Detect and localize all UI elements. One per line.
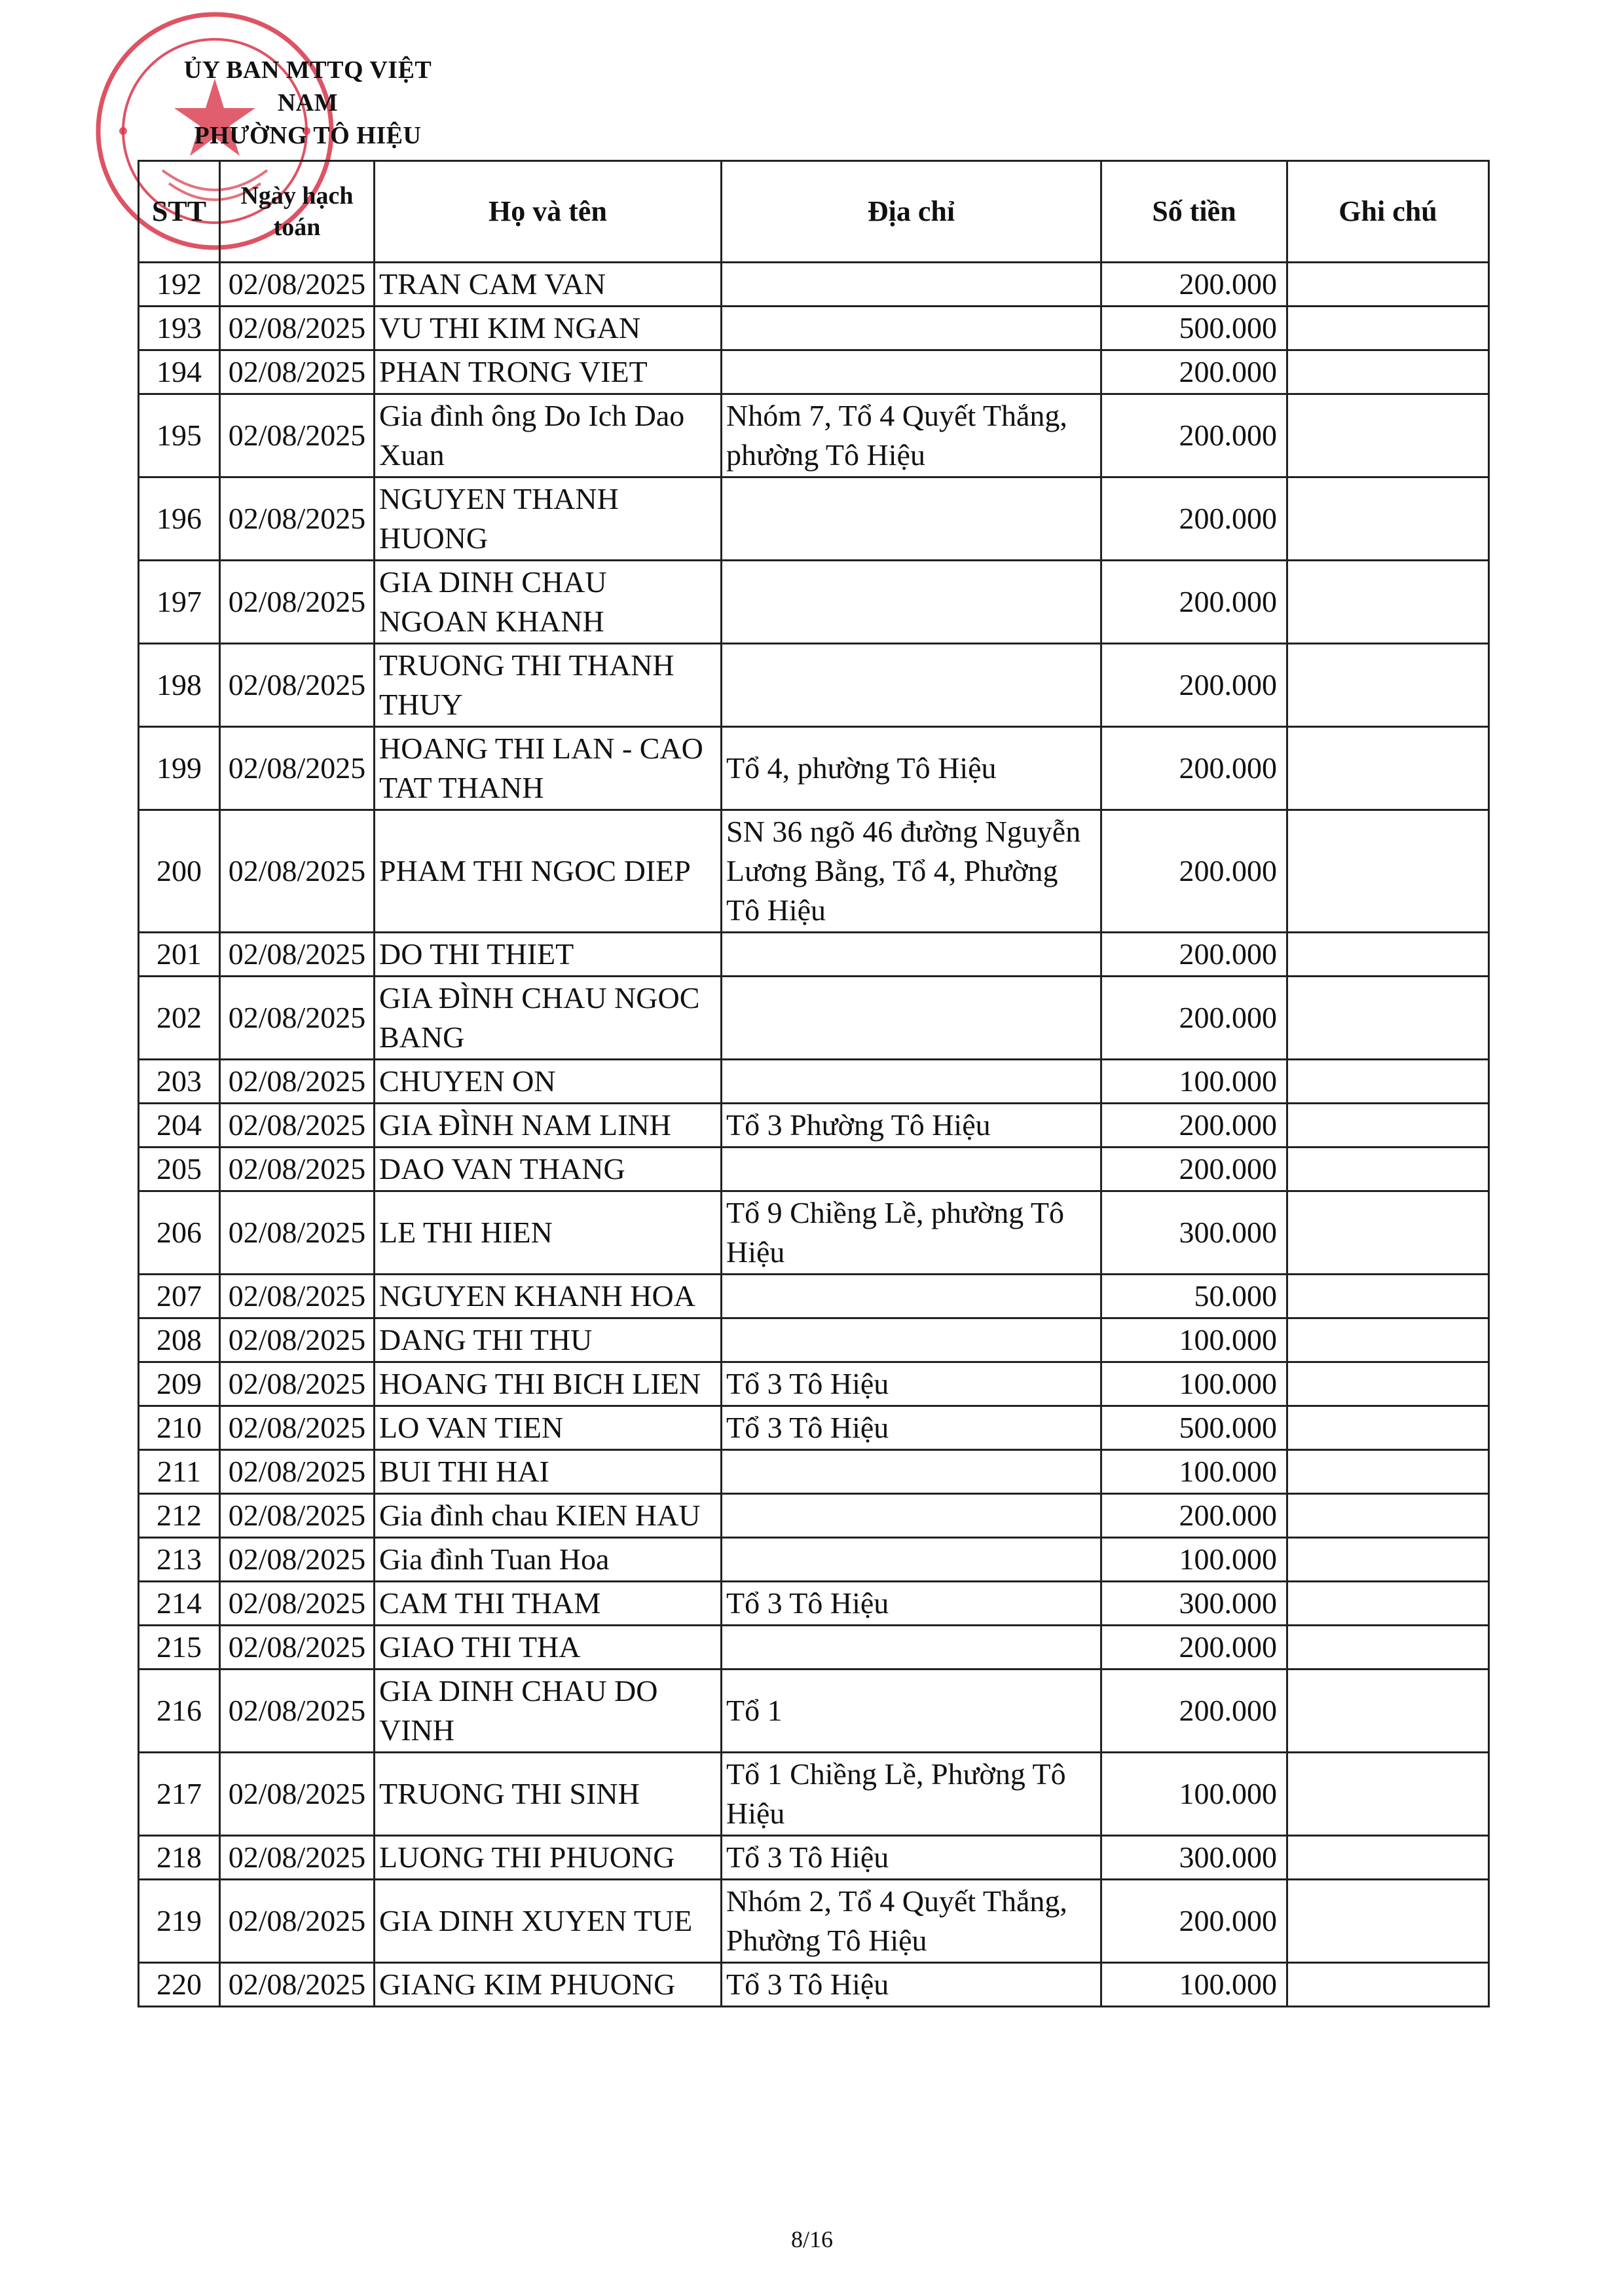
cell-stt: 201 [139,933,220,977]
cell-amount: 500.000 [1101,307,1287,350]
cell-stt: 194 [139,350,220,394]
cell-name: LUONG THI PHUONG [375,1836,722,1880]
cell-address [722,477,1101,561]
cell-date: 02/08/2025 [220,977,375,1060]
cell-name: NGUYEN THANH HUONG [375,477,722,561]
cell-address [722,263,1101,307]
cell-date: 02/08/2025 [220,1963,375,2007]
table-row [139,977,1489,1060]
cell-stt: 212 [139,1494,220,1538]
table-row [139,350,1489,394]
table-row [139,1963,1489,2007]
organization-name: ỦY BAN MTTQ VIỆT NAM [183,56,432,117]
cell-note [1287,561,1489,644]
column-header-amount: Số tiền [1101,161,1287,263]
table-row [139,1538,1489,1582]
cell-date: 02/08/2025 [220,263,375,307]
cell-address [722,1060,1101,1104]
cell-address [722,1450,1101,1494]
cell-name: PHAM THI NGOC DIEP [375,810,722,933]
cell-note [1287,810,1489,933]
cell-address: Tổ 3 Phường Tô Hiệu [722,1104,1101,1148]
table-row [139,727,1489,810]
cell-address: Tổ 1 Chiềng Lề, Phường Tô Hiệu [722,1753,1101,1836]
cell-stt: 198 [139,644,220,727]
cell-name: GIA DINH CHAU NGOAN KHANH [375,561,722,644]
cell-date: 02/08/2025 [220,810,375,933]
cell-note [1287,1362,1489,1406]
cell-stt: 203 [139,1060,220,1104]
cell-stt: 204 [139,1104,220,1148]
cell-amount: 200.000 [1101,810,1287,933]
cell-stt: 206 [139,1191,220,1275]
cell-amount: 200.000 [1101,1880,1287,1963]
cell-stt: 193 [139,307,220,350]
cell-name: CHUYEN ON [375,1060,722,1104]
cell-stt: 200 [139,810,220,933]
cell-note [1287,263,1489,307]
table-row [139,1060,1489,1104]
cell-note [1287,1318,1489,1362]
cell-stt: 214 [139,1582,220,1626]
cell-stt: 208 [139,1318,220,1362]
cell-note [1287,1104,1489,1148]
cell-date: 02/08/2025 [220,350,375,394]
table-row [139,1836,1489,1880]
cell-note [1287,1191,1489,1275]
cell-address [722,307,1101,350]
table-row [139,263,1489,307]
cell-address [722,1538,1101,1582]
cell-date: 02/08/2025 [220,1450,375,1494]
cell-note [1287,1963,1489,2007]
cell-name: PHAN TRONG VIET [375,350,722,394]
table-row [139,644,1489,727]
cell-stt: 197 [139,561,220,644]
cell-note [1287,1148,1489,1191]
cell-note [1287,1060,1489,1104]
cell-stt: 205 [139,1148,220,1191]
cell-amount: 100.000 [1101,1362,1287,1406]
cell-name: DAO VAN THANG [375,1148,722,1191]
cell-amount: 200.000 [1101,977,1287,1060]
cell-name: DO THI THIET [375,933,722,977]
cell-name: TRUONG THI THANH THUY [375,644,722,727]
cell-date: 02/08/2025 [220,1191,375,1275]
table-body [139,263,1489,2007]
cell-address: SN 36 ngõ 46 đường Nguyễn Lương Bằng, Tổ 4, Phường Tô Hiệu [722,810,1101,933]
cell-stt: 192 [139,263,220,307]
cell-amount: 200.000 [1101,561,1287,644]
cell-note [1287,1275,1489,1318]
cell-address [722,1318,1101,1362]
cell-stt: 210 [139,1406,220,1450]
column-header-name: Họ và tên [375,161,722,263]
table-row [139,1670,1489,1753]
cell-amount: 300.000 [1101,1582,1287,1626]
ward-name: PHƯỜNG TÔ HIỆU [194,122,422,149]
cell-stt: 211 [139,1450,220,1494]
column-header-note: Ghi chú [1287,161,1489,263]
table-row [139,1191,1489,1275]
cell-amount: 100.000 [1101,1450,1287,1494]
cell-date: 02/08/2025 [220,644,375,727]
cell-note [1287,727,1489,810]
cell-amount: 200.000 [1101,727,1287,810]
cell-amount: 200.000 [1101,1148,1287,1191]
cell-stt: 220 [139,1963,220,2007]
table-row [139,1626,1489,1670]
cell-name: CAM THI THAM [375,1582,722,1626]
cell-amount: 200.000 [1101,644,1287,727]
cell-date: 02/08/2025 [220,1880,375,1963]
cell-note [1287,350,1489,394]
table-row [139,1494,1489,1538]
cell-date: 02/08/2025 [220,307,375,350]
cell-name: GIA ĐÌNH CHAU NGOC BANG [375,977,722,1060]
cell-name: Gia đình chau KIEN HAU [375,1494,722,1538]
donation-table [138,160,1490,2007]
cell-stt: 213 [139,1538,220,1582]
cell-amount: 100.000 [1101,1538,1287,1582]
table-row [139,1582,1489,1626]
cell-amount: 200.000 [1101,394,1287,477]
table-row [139,810,1489,933]
cell-stt: 215 [139,1626,220,1670]
cell-stt: 219 [139,1880,220,1963]
table-row [139,1450,1489,1494]
cell-address [722,561,1101,644]
cell-name: TRAN CAM VAN [375,263,722,307]
cell-date: 02/08/2025 [220,1494,375,1538]
cell-stt: 202 [139,977,220,1060]
cell-stt: 199 [139,727,220,810]
cell-address [722,350,1101,394]
cell-amount: 200.000 [1101,477,1287,561]
cell-address: Tổ 1 [722,1670,1101,1753]
cell-date: 02/08/2025 [220,1148,375,1191]
cell-date: 02/08/2025 [220,477,375,561]
cell-name: LE THI HIEN [375,1191,722,1275]
cell-date: 02/08/2025 [220,1538,375,1582]
cell-date: 02/08/2025 [220,1836,375,1880]
document-header [157,54,458,152]
cell-name: BUI THI HAI [375,1450,722,1494]
table-row [139,933,1489,977]
cell-name: GIA DINH XUYEN TUE [375,1880,722,1963]
cell-stt: 207 [139,1275,220,1318]
cell-stt: 209 [139,1362,220,1406]
cell-note [1287,1670,1489,1753]
cell-address [722,933,1101,977]
cell-date: 02/08/2025 [220,1318,375,1362]
cell-name: Gia đình ông Do Ich Dao Xuan [375,394,722,477]
table-row [139,1104,1489,1148]
cell-name: Gia đình Tuan Hoa [375,1538,722,1582]
donation-table-wrapper [138,160,1488,2007]
cell-note [1287,1494,1489,1538]
cell-address: Tổ 3 Tô Hiệu [722,1582,1101,1626]
cell-date: 02/08/2025 [220,1753,375,1836]
table-row [139,477,1489,561]
cell-name: VU THI KIM NGAN [375,307,722,350]
cell-address [722,1275,1101,1318]
cell-note [1287,1836,1489,1880]
cell-note [1287,1753,1489,1836]
column-header-stt: STT [139,161,220,263]
cell-note [1287,1538,1489,1582]
cell-name: HOANG THI LAN - CAO TAT THANH [375,727,722,810]
cell-name: DANG THI THU [375,1318,722,1362]
cell-amount: 100.000 [1101,1318,1287,1362]
cell-date: 02/08/2025 [220,1060,375,1104]
cell-amount: 500.000 [1101,1406,1287,1450]
cell-amount: 300.000 [1101,1191,1287,1275]
cell-amount: 100.000 [1101,1753,1287,1836]
cell-amount: 50.000 [1101,1275,1287,1318]
cell-address: Tổ 4, phường Tô Hiệu [722,727,1101,810]
cell-address: Nhóm 2, Tổ 4 Quyết Thắng, Phường Tô Hiệu [722,1880,1101,1963]
cell-note [1287,1626,1489,1670]
cell-name: NGUYEN KHANH HOA [375,1275,722,1318]
cell-note [1287,307,1489,350]
cell-amount: 100.000 [1101,1060,1287,1104]
page-number: 8/16 [790,2226,833,2252]
cell-note [1287,1406,1489,1450]
cell-name: HOANG THI BICH LIEN [375,1362,722,1406]
cell-note [1287,1450,1489,1494]
cell-note [1287,1880,1489,1963]
cell-stt: 217 [139,1753,220,1836]
cell-name: GIAO THI THA [375,1626,722,1670]
cell-stt: 218 [139,1836,220,1880]
table-row [139,1406,1489,1450]
cell-date: 02/08/2025 [220,561,375,644]
cell-date: 02/08/2025 [220,933,375,977]
cell-address [722,1148,1101,1191]
column-header-date: Ngày hạch toán [220,161,375,263]
cell-note [1287,394,1489,477]
cell-stt: 196 [139,477,220,561]
cell-address [722,1626,1101,1670]
cell-stt: 216 [139,1670,220,1753]
cell-note [1287,977,1489,1060]
cell-stt: 195 [139,394,220,477]
cell-name: GIA ĐÌNH NAM LINH [375,1104,722,1148]
cell-amount: 300.000 [1101,1836,1287,1880]
cell-date: 02/08/2025 [220,1582,375,1626]
cell-name: GIA DINH CHAU DO VINH [375,1670,722,1753]
cell-name: LO VAN TIEN [375,1406,722,1450]
cell-address [722,1494,1101,1538]
table-row [139,1753,1489,1836]
table-row [139,394,1489,477]
cell-name: TRUONG THI SINH [375,1753,722,1836]
cell-address: Tổ 3 Tô Hiệu [722,1836,1101,1880]
cell-address [722,977,1101,1060]
cell-amount: 200.000 [1101,1104,1287,1148]
column-header-address: Địa chỉ [722,161,1101,263]
table-row [139,1880,1489,1963]
cell-amount: 200.000 [1101,1494,1287,1538]
cell-address: Tổ 3 Tô Hiệu [722,1406,1101,1450]
cell-amount: 200.000 [1101,1670,1287,1753]
table-row [139,1362,1489,1406]
cell-date: 02/08/2025 [220,1670,375,1753]
cell-date: 02/08/2025 [220,1362,375,1406]
cell-amount: 100.000 [1101,1963,1287,2007]
cell-date: 02/08/2025 [220,1275,375,1318]
cell-date: 02/08/2025 [220,1626,375,1670]
cell-address: Tổ 3 Tô Hiệu [722,1362,1101,1406]
cell-note [1287,1582,1489,1626]
table-row [139,1275,1489,1318]
table-header-row [139,161,1489,263]
table-row [139,1318,1489,1362]
cell-note [1287,933,1489,977]
cell-date: 02/08/2025 [220,1104,375,1148]
cell-amount: 200.000 [1101,350,1287,394]
cell-amount: 200.000 [1101,1626,1287,1670]
cell-name: GIANG KIM PHUONG [375,1963,722,2007]
cell-date: 02/08/2025 [220,1406,375,1450]
cell-date: 02/08/2025 [220,394,375,477]
cell-note [1287,477,1489,561]
cell-amount: 200.000 [1101,263,1287,307]
cell-address [722,644,1101,727]
cell-amount: 200.000 [1101,933,1287,977]
cell-note [1287,644,1489,727]
table-row [139,561,1489,644]
cell-address: Nhóm 7, Tổ 4 Quyết Thắng, phường Tô Hiệu [722,394,1101,477]
table-row [139,1148,1489,1191]
cell-address: Tổ 3 Tô Hiệu [722,1963,1101,2007]
cell-address: Tổ 9 Chiềng Lề, phường Tô Hiệu [722,1191,1101,1275]
cell-date: 02/08/2025 [220,727,375,810]
table-row [139,307,1489,350]
